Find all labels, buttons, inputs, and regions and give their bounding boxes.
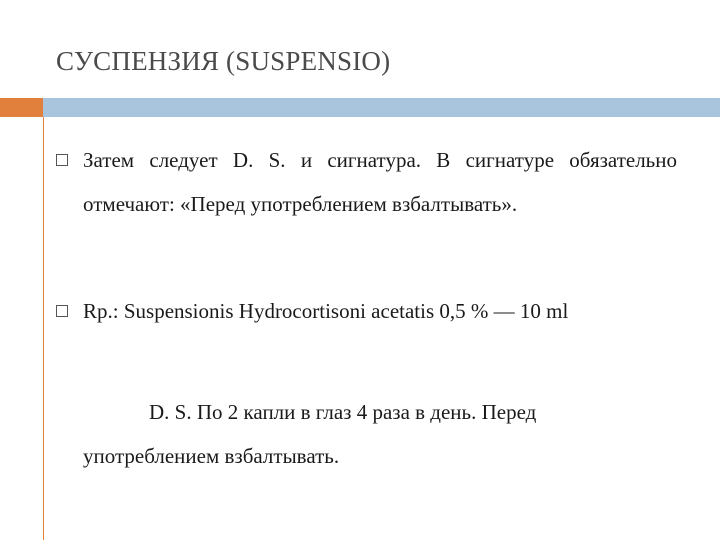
- signature-line-1: D. S. По 2 капли в глаз 4 раза в день. Перед: [149, 400, 537, 424]
- slide-title: СУСПЕНЗИЯ (SUSPENSIO): [56, 46, 391, 76]
- square-bullet-icon: [56, 305, 68, 317]
- signature-line-2: употреблением взбалтывать.: [83, 444, 340, 468]
- signature-paragraph: [83, 390, 677, 478]
- accent-divider: [43, 117, 44, 540]
- bullet-paragraph-2: Rp.: Suspensionis Hydrocortisoni acetatis 0,5 % — 10 ml: [83, 299, 569, 323]
- accent-bar-blue: [43, 98, 720, 117]
- square-bullet-icon: [56, 154, 68, 166]
- accent-bar-orange: [0, 98, 43, 117]
- bullet-paragraph-1: Затем следует D. S. и сигнатура. В сигнатуре обязательно отмечают: «Перед употреблением взбалтывать».: [83, 148, 677, 216]
